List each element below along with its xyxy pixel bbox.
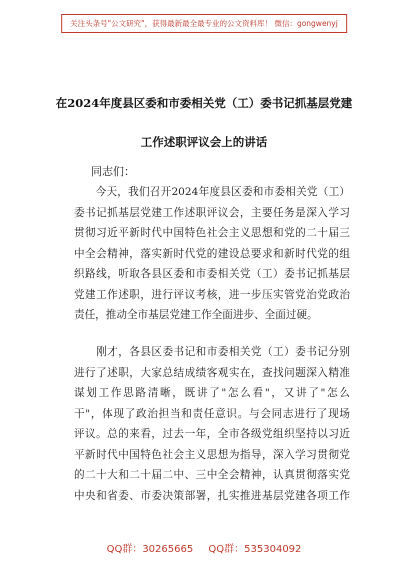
paragraph-line: 责任，推动全市基层党建工作全面进步、全面过硬。: [74, 309, 318, 321]
paragraph-line: 的二十大和二十届二中、三中全会精神，认真贯彻落实党: [74, 469, 350, 481]
paragraph-line: 平新时代中国特色社会主义思想为指导，深入学习贯彻党: [74, 448, 350, 461]
paragraph-line: 评议。总的来看，过去一年，全市各级党组织坚持以习近: [74, 428, 350, 440]
paragraph-1: [74, 182, 350, 326]
paragraph-line: 进行了述职，大家总结成绩客观实在，查找问题深入精准: [74, 366, 350, 379]
footer-qq-group-2: QQ群：535304092: [208, 544, 302, 555]
paragraph-line: 中全会精神，落实新时代党的建设总要求和新时代党的组: [74, 247, 350, 260]
footer: [0, 540, 408, 555]
paragraph-2: [74, 342, 350, 506]
salutation: 同志们：: [91, 165, 135, 178]
document-title-line2: 工作述职评议会上的讲话: [140, 135, 268, 149]
paragraph-line: 织路线，听取各县区委和市委相关党（工）委书记抓基层: [74, 268, 350, 280]
paragraph-line: 党建工作述职，进行评议考核，进一步压实管党治党政治: [74, 288, 350, 301]
paragraph-line: 谋划工作思路清晰，既讲了"怎么看"，又讲了"怎么: [74, 387, 350, 399]
paragraph-line: 刚才，各县区委书记和市委相关党（工）委书记分别: [74, 346, 350, 358]
paragraph-line: 委书记抓基层党建工作述职评议会，主要任务是深入学习: [74, 206, 350, 219]
footer-qq-group-1: QQ群：30265665: [106, 544, 194, 555]
paragraph-line: 中央和省委、市委决策部署，扎实推进基层党建各项工作: [74, 489, 350, 502]
document-title-line1: 在2024年度县区委和市委相关党（工）委书记抓基层党建: [55, 96, 353, 110]
paragraph-line: 干"，体现了政治担当和责任意识。与会同志进行了现场: [74, 407, 350, 420]
header-banner: 关注头条号"公文研究"，获得最新最全最专业的公文资料库！ 微信：gongwenyj: [61, 14, 347, 33]
paragraph-line: 今天，我们召开2024年度县区委和市委相关党（工）: [74, 186, 350, 198]
paragraph-line: 贯彻习近平新时代中国特色社会主义思想和党的二十届三: [74, 227, 350, 239]
